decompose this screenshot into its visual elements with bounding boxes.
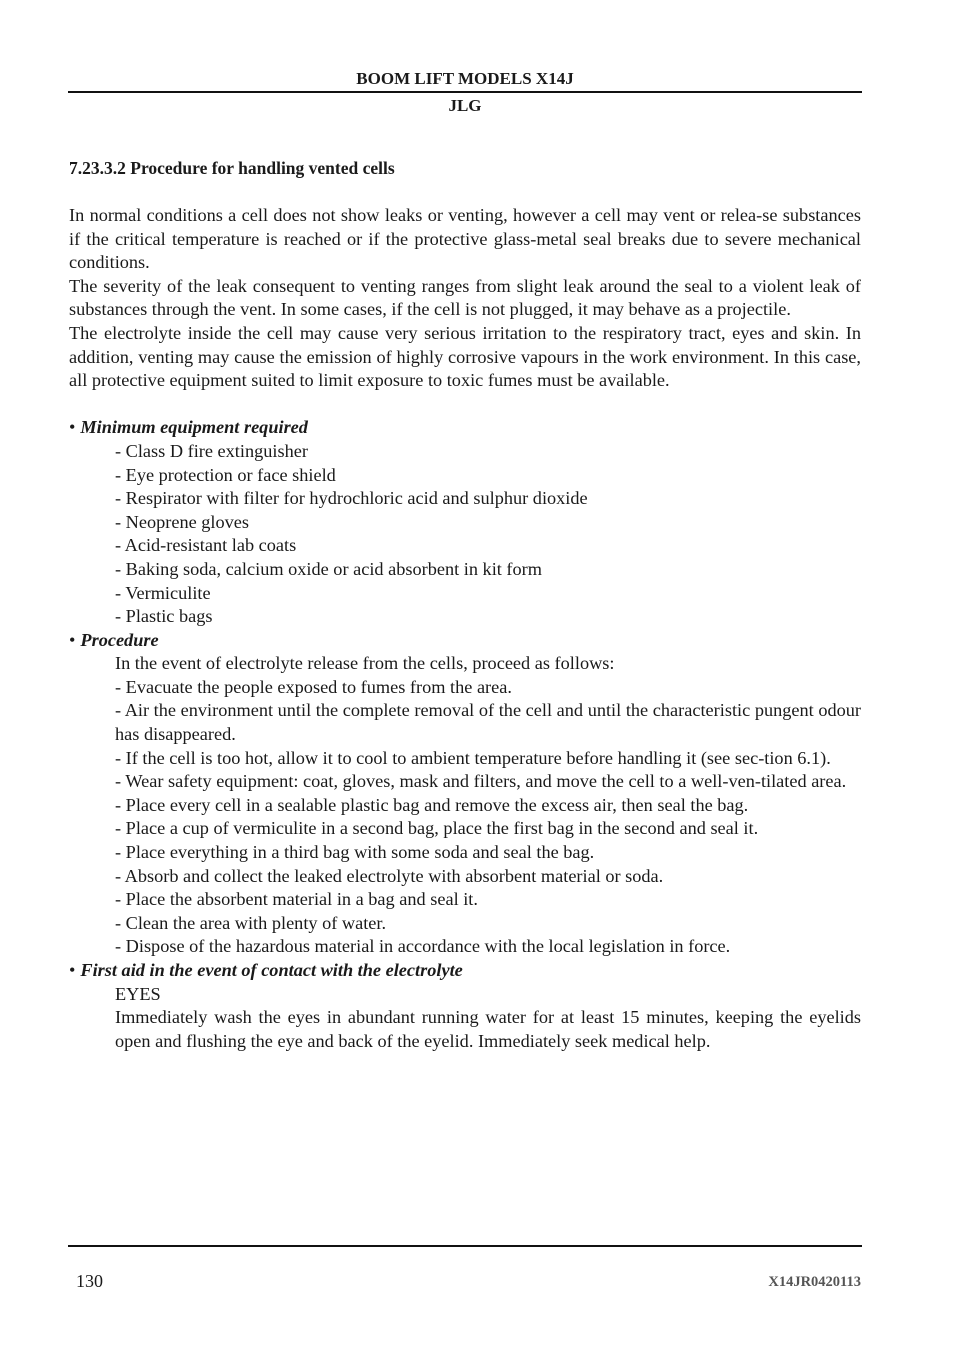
- equipment-heading: [69, 416, 861, 440]
- list-item: - Class D fire extinguisher: [115, 440, 308, 461]
- procedure-list: [69, 652, 861, 959]
- first-aid-text: Immediately wash the eyes in abundant running water for at least 15 minutes, keeping the eyelids open and flushing the eye and back of the eyelid. Immediately seek medical help.: [115, 1007, 861, 1051]
- list-item: - Plastic bags: [115, 606, 213, 627]
- procedure-step: - Absorb and collect the leaked electrolyte with absorbent material or soda.: [115, 865, 664, 886]
- list-item: - Vermiculite: [115, 582, 211, 603]
- list-item: - Baking soda, calcium oxide or acid absorbent in kit form: [115, 558, 542, 579]
- procedure-step: - Dispose of the hazardous material in accordance with the local legislation in force.: [115, 936, 731, 957]
- first-aid-subheading: EYES: [115, 983, 161, 1004]
- equipment-list: [69, 440, 861, 629]
- intro-paragraph: The severity of the leak consequent to venting ranges from slight leak around the seal to a violent leak of substances through the vent. In some cases, if the cell is not plugged, it may behave as a projectile.: [69, 275, 861, 320]
- procedure-step: - Place the absorbent material in a bag and seal it.: [115, 889, 478, 910]
- procedure-step: - Wear safety equipment: coat, gloves, mask and filters, and move the cell to a well-ven-tilated area.: [115, 771, 847, 792]
- list-item: - Neoprene gloves: [115, 511, 250, 532]
- procedure-step: - Clean the area with plenty of water.: [115, 912, 387, 933]
- procedure-step: - Place everything in a third bag with some soda and seal the bag.: [115, 842, 595, 863]
- procedure-step: - Place a cup of vermiculite in a second bag, place the first bag in the second and seal it.: [115, 818, 759, 839]
- list-item: - Acid-resistant lab coats: [115, 535, 297, 556]
- bullet-icon: •: [69, 629, 76, 650]
- procedure-heading: [69, 629, 861, 653]
- bullet-icon: •: [69, 960, 76, 980]
- procedure-label: Procedure: [80, 629, 159, 650]
- header-title: BOOM LIFT MODELS X14J: [356, 69, 574, 88]
- page-number: 130: [76, 1271, 103, 1291]
- procedure-step: - If the cell is too hot, allow it to cool to ambient temperature before handling it (see sec-tion 6.1).: [115, 747, 831, 768]
- first-aid-label: First aid in the event of contact with the electrolyte: [80, 960, 463, 980]
- section-title: 7.23.3.2 Procedure for handling vented cells: [69, 158, 395, 178]
- first-aid-section: [69, 983, 861, 1054]
- equipment-label: Minimum equipment required: [80, 417, 308, 438]
- first-aid-heading: [69, 959, 861, 983]
- intro-paragraph: In normal conditions a cell does not show leaks or venting, however a cell may vent or relea-se substances if the critical temperature is reached or if the protective glass-metal seal breaks due to severe mechanical conditions.: [69, 205, 861, 273]
- body-content: [69, 204, 861, 1053]
- procedure-intro: In the event of electrolyte release from the cells, proceed as follows:: [115, 653, 615, 674]
- header-brand: JLG: [448, 96, 482, 115]
- procedure-step: - Place every cell in a sealable plastic bag and remove the excess air, then seal the bag.: [115, 794, 749, 815]
- procedure-step: - Air the environment until the complete removal of the cell and until the characteristic pungent odour has disappeared.: [115, 700, 861, 745]
- document-code: X14JR0420113: [768, 1274, 861, 1290]
- list-item: - Eye protection or face shield: [115, 464, 336, 485]
- intro-paragraph: The electrolyte inside the cell may cause very serious irritation to the respiratory tract, eyes and skin. In addition, venting may cause the emission of highly corrosive vapours in the work environment. In this case, all protective equipment suited to limit exposure to toxic fumes must be available.: [69, 322, 861, 391]
- header-divider: [68, 91, 862, 93]
- spacer: [69, 393, 861, 417]
- list-item: - Respirator with filter for hydrochloric acid and sulphur dioxide: [115, 488, 588, 509]
- bullet-icon: •: [69, 417, 76, 438]
- footer-divider: [68, 1245, 862, 1247]
- procedure-step: - Evacuate the people exposed to fumes from the area.: [115, 676, 512, 697]
